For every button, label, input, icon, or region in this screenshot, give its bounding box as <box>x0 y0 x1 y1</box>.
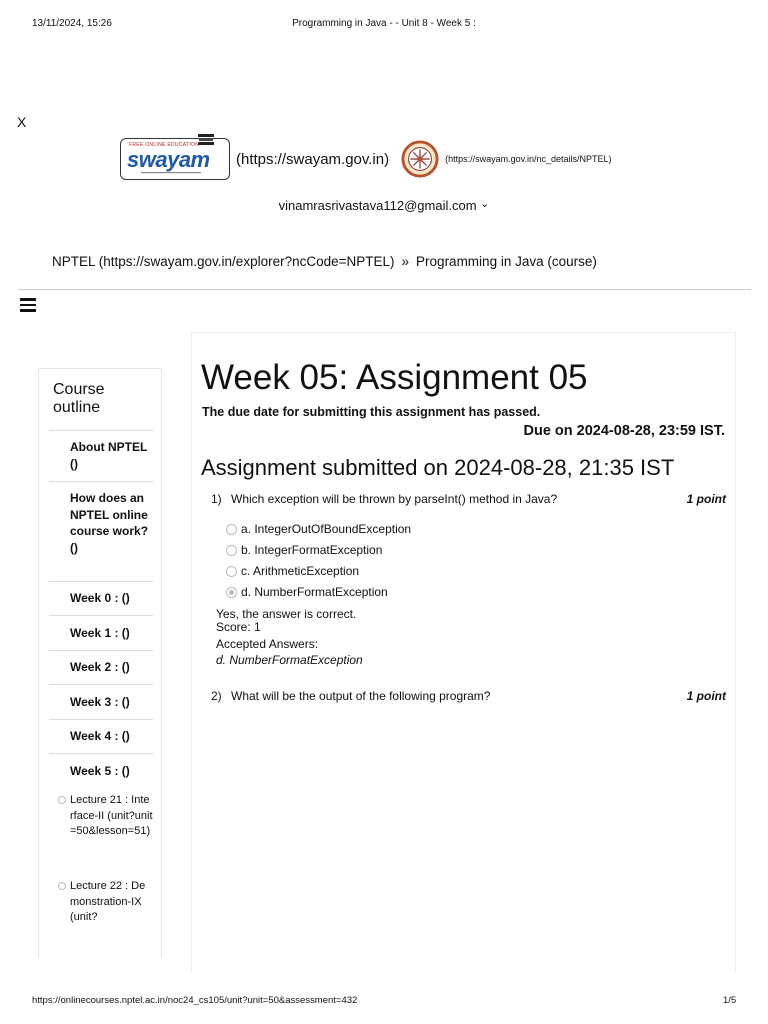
sidebar-item-week-5[interactable]: Week 5 : () <box>49 753 153 788</box>
due-passed-notice: The due date for submitting this assignment has passed. <box>202 405 541 419</box>
option-label: b. IntegerFormatException <box>241 543 383 557</box>
lecture-item[interactable] <box>49 793 153 840</box>
accepted-answer: d. NumberFormatException <box>216 653 363 667</box>
answer-option[interactable] <box>226 543 382 557</box>
answer-option[interactable] <box>226 564 359 578</box>
sidebar-item-week-0[interactable]: Week 0 : () <box>49 581 153 615</box>
print-title: Programming in Java - - Unit 8 - Week 5 : <box>292 18 476 29</box>
print-page-number: 1/5 <box>723 995 737 1006</box>
accepted-answers-label: Accepted Answers: <box>216 637 319 651</box>
sidebar-item-how-course-works[interactable]: How does an NPTEL online course work? () <box>49 481 153 581</box>
logo-row <box>120 138 612 180</box>
lecture-label: Lecture 22 : Demonstration-IX (unit? <box>70 880 146 923</box>
swayam-tagline: FREE ONLINE EDUCATION <box>129 142 200 148</box>
due-date: Due on 2024-08-28, 23:59 IST. <box>523 423 725 439</box>
radio-button[interactable] <box>226 524 237 535</box>
submission-status: Assignment submitted on 2024-08-28, 21:35 IST <box>201 455 675 480</box>
sidebar-item-about-nptel[interactable]: About NPTEL () <box>49 430 153 481</box>
question-text: What will be the output of the following program? <box>231 689 491 703</box>
chevron-down-icon: ⌄ <box>480 198 490 210</box>
breadcrumb-separator: » <box>401 254 410 269</box>
user-email: vinamrasrivastava112@gmail.com <box>278 198 477 213</box>
radio-button[interactable] <box>226 545 237 556</box>
user-menu[interactable] <box>0 198 768 213</box>
print-footer-url: https://onlinecourses.nptel.ac.in/noc24_cs105/unit?unit=50&assessment=432 <box>32 995 358 1006</box>
answer-option[interactable] <box>226 522 411 536</box>
print-date: 13/11/2024, 15:26 <box>32 18 112 29</box>
lecture-item[interactable] <box>49 879 153 926</box>
lecture-label: Lecture 21 : Interface-II (unit?unit=50&lesson=51) <box>70 794 153 837</box>
score: Score: 1 <box>216 620 261 634</box>
sidebar-title: Course outline <box>53 381 105 416</box>
answer-option-selected[interactable] <box>226 585 388 599</box>
books-icon <box>197 133 215 147</box>
option-label: a. IntegerOutOfBoundException <box>241 522 412 536</box>
breadcrumb <box>52 254 597 269</box>
course-outline-sidebar <box>38 368 162 958</box>
swayam-link[interactable]: (https://swayam.gov.in) <box>236 150 390 168</box>
radio-button-selected[interactable] <box>226 587 237 598</box>
question-text: Which exception will be thrown by parseInt() method in Java? <box>231 492 558 506</box>
question-number: 1) <box>211 492 222 506</box>
question-number: 2) <box>211 689 222 703</box>
close-button[interactable]: X <box>17 114 27 130</box>
breadcrumb-course[interactable]: Programming in Java (course) <box>416 254 597 269</box>
nptel-link[interactable]: (https://swayam.gov.in/nc_details/NPTEL) <box>445 154 612 164</box>
hamburger-menu-icon[interactable] <box>20 298 36 312</box>
unvisited-dot-icon <box>58 882 66 890</box>
option-label: c. ArithmeticException <box>241 564 360 578</box>
page-title: Week 05: Assignment 05 <box>201 358 588 397</box>
sidebar-item-week-2[interactable]: Week 2 : () <box>49 650 153 684</box>
divider <box>18 289 751 290</box>
swayam-logo[interactable] <box>120 138 230 180</box>
question-points: 1 point <box>686 689 726 703</box>
sidebar-item-week-4[interactable]: Week 4 : () <box>49 719 153 753</box>
nptel-logo-icon[interactable] <box>401 140 439 178</box>
answer-feedback: Yes, the answer is correct. <box>216 607 357 621</box>
option-label: d. NumberFormatException <box>241 585 388 599</box>
swayam-subline-graphic <box>141 171 201 176</box>
unvisited-dot-icon <box>58 796 66 804</box>
question-points: 1 point <box>686 492 726 506</box>
sidebar-item-week-1[interactable]: Week 1 : () <box>49 615 153 650</box>
radio-button[interactable] <box>226 566 237 577</box>
breadcrumb-nptel[interactable]: NPTEL (https://swayam.gov.in/explorer?ncCode=NPTEL) <box>52 254 395 269</box>
sidebar-item-week-3[interactable]: Week 3 : () <box>49 684 153 719</box>
swayam-wordmark: swayam <box>127 147 210 172</box>
